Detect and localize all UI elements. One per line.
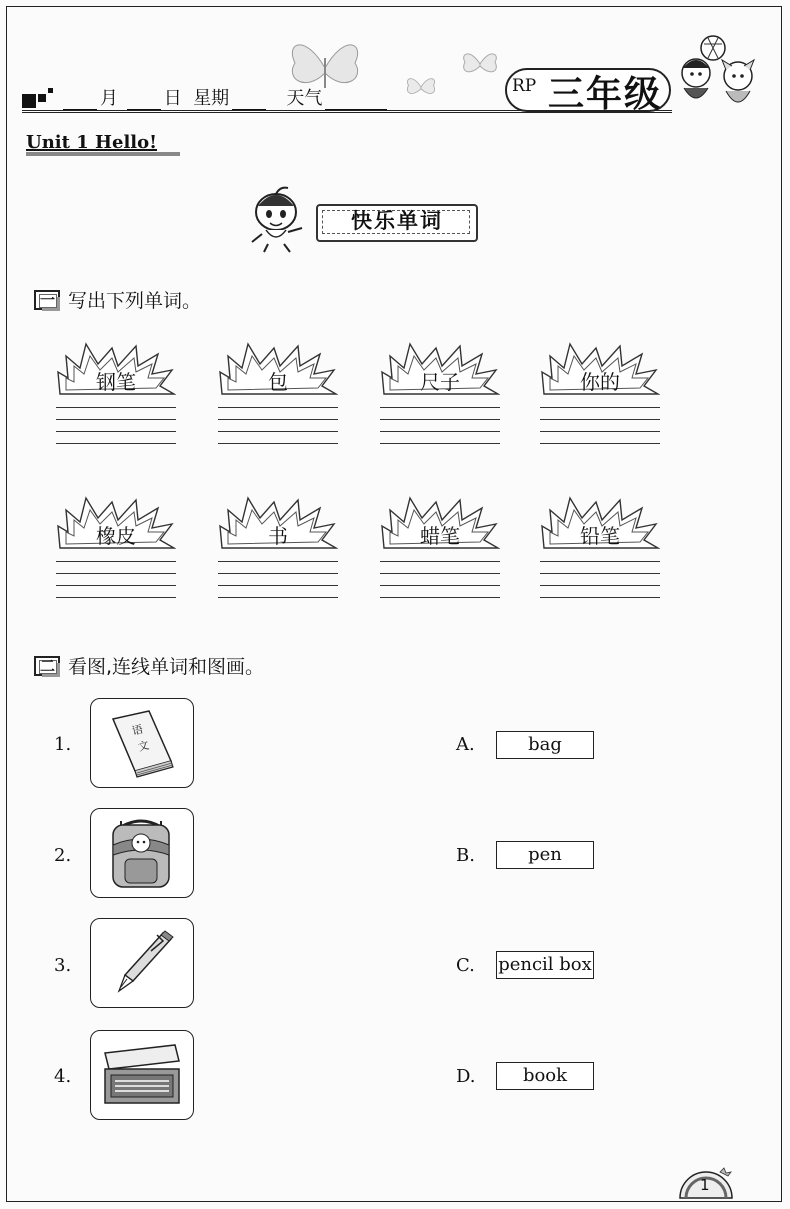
badge-grade: 三年级 xyxy=(548,74,663,115)
word-chinese: 你的 xyxy=(580,370,620,394)
option-letter: A. xyxy=(456,734,475,755)
section-number: 二 xyxy=(40,656,56,675)
unit-title: Unit 1 Hello! xyxy=(26,132,158,153)
section-1-heading xyxy=(34,286,201,313)
word-chinese: 尺子 xyxy=(420,370,460,394)
banner-title: 快乐单词 xyxy=(351,209,443,233)
month-label: 月 xyxy=(100,88,118,109)
picture-frame[interactable] xyxy=(90,698,194,788)
option-word-box[interactable]: book xyxy=(496,1062,594,1090)
option-letter: B. xyxy=(456,845,475,866)
kids-mascot-icon xyxy=(668,28,774,118)
writing-lines[interactable] xyxy=(540,550,660,598)
item-number: 3. xyxy=(54,955,72,976)
backpack-icon xyxy=(91,809,193,897)
writing-lines[interactable] xyxy=(380,396,500,444)
writing-lines[interactable] xyxy=(218,396,338,444)
item-number: 1. xyxy=(54,734,72,755)
word-chinese: 铅笔 xyxy=(580,524,620,548)
weekday-label: 星期 xyxy=(193,88,230,109)
day-label: 日 xyxy=(163,88,182,109)
page-number-badge xyxy=(676,1166,736,1204)
butterfly-icon xyxy=(285,28,365,108)
option-letter: C. xyxy=(456,955,475,976)
weekday-blank xyxy=(232,91,266,110)
butterfly-small-icon xyxy=(460,46,500,82)
writing-lines[interactable] xyxy=(56,550,176,598)
word-chinese: 蜡笔 xyxy=(420,524,460,548)
option-letter: D. xyxy=(456,1066,476,1087)
option-word-box[interactable]: bag xyxy=(496,731,594,759)
writing-lines[interactable] xyxy=(56,396,176,444)
word-chinese: 书 xyxy=(268,524,288,548)
section-title: 看图,连线单词和图画。 xyxy=(68,656,265,678)
section-number: 一 xyxy=(40,290,56,309)
section-number-box xyxy=(34,290,60,310)
weather-label: 天气 xyxy=(286,88,323,109)
svg-text:文: 文 xyxy=(136,738,151,754)
page-number: 1 xyxy=(700,1176,710,1194)
picture-frame[interactable] xyxy=(90,918,194,1008)
svg-text:语: 语 xyxy=(130,722,145,738)
item-number: 4. xyxy=(54,1066,72,1087)
section-2-heading xyxy=(34,652,264,679)
writing-lines[interactable] xyxy=(380,550,500,598)
option-word-box[interactable]: pencil box xyxy=(496,951,594,979)
option-word-box[interactable]: pen xyxy=(496,841,594,869)
section-number-box xyxy=(34,656,60,676)
writing-lines[interactable] xyxy=(540,396,660,444)
item-number: 2. xyxy=(54,845,72,866)
day-blank xyxy=(127,91,161,110)
month-blank xyxy=(63,91,97,110)
pencil-box-icon xyxy=(91,1031,193,1119)
writing-lines[interactable] xyxy=(218,550,338,598)
butterfly-small-icon xyxy=(404,72,438,102)
badge-rp: RP xyxy=(512,76,537,96)
section-title: 写出下列单词。 xyxy=(68,290,202,312)
word-chinese: 钢笔 xyxy=(96,370,136,394)
pen-icon xyxy=(91,919,193,1007)
word-chinese: 包 xyxy=(268,370,288,394)
word-chinese: 橡皮 xyxy=(96,524,136,548)
picture-frame[interactable] xyxy=(90,808,194,898)
picture-frame[interactable] xyxy=(90,1030,194,1120)
mascot-icon xyxy=(244,186,314,256)
page-border xyxy=(6,6,782,1202)
book-icon xyxy=(91,699,193,787)
